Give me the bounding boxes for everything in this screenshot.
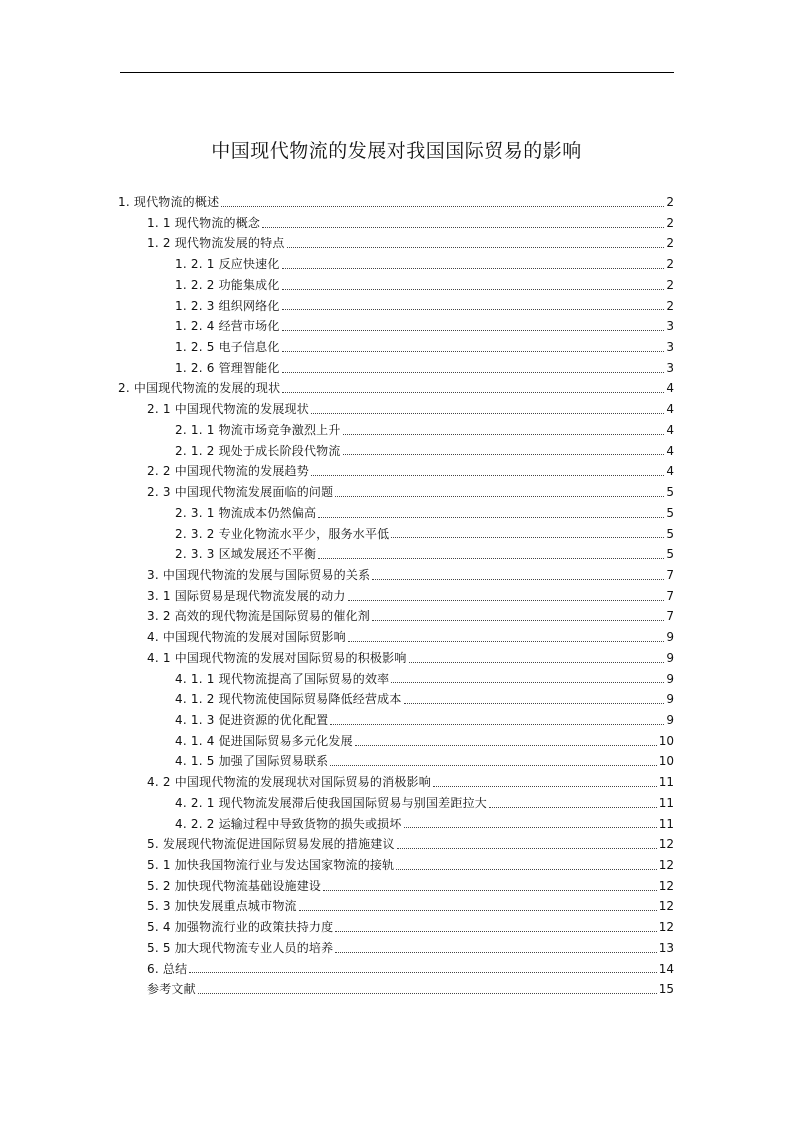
toc-dot-leader: [397, 848, 657, 849]
toc-dot-leader: [348, 641, 664, 642]
toc-dot-leader: [330, 765, 656, 766]
toc-dot-leader: [323, 890, 657, 891]
toc-page-number: 9: [666, 692, 674, 707]
toc-entry-label: 4. 1. 5 加强了国际贸易联系: [175, 754, 329, 769]
toc-dot-leader: [343, 454, 664, 455]
toc-entry-label: 2. 1 中国现代物流的发展现状: [147, 402, 309, 417]
toc-entry-label: 4. 中国现代物流的发展对国际贸影响: [147, 630, 346, 645]
toc-dot-leader: [318, 558, 664, 559]
toc-entry[interactable]: [118, 751, 674, 772]
toc-entry[interactable]: [118, 710, 674, 731]
toc-entry-label: 1. 2. 1 反应快速化: [175, 257, 280, 272]
toc-entry[interactable]: [118, 316, 674, 337]
toc-entry[interactable]: [118, 689, 674, 710]
toc-dot-leader: [282, 268, 664, 269]
toc-entry[interactable]: [118, 938, 674, 959]
document-title: 中国现代物流的发展对我国国际贸易的影响: [211, 140, 582, 162]
toc-dot-leader: [262, 227, 664, 228]
toc-dot-leader: [330, 724, 664, 725]
toc-entry-label: 2. 3. 3 区域发展还不平衡: [175, 547, 317, 562]
toc-dot-leader: [433, 786, 657, 787]
toc-dot-leader: [348, 600, 664, 601]
toc-entry-label: 4. 2. 1 现代物流发展滞后使我国国际贸易与别国差距拉大: [175, 795, 487, 810]
toc-dot-leader: [335, 496, 664, 497]
toc-entry[interactable]: [118, 296, 674, 317]
toc-entry-label: 5. 2 加快现代物流基础设施建设: [147, 878, 322, 893]
toc-page-number: 5: [666, 505, 674, 520]
toc-page-number: 12: [658, 837, 674, 852]
toc-dot-leader: [404, 703, 664, 704]
toc-entry-label: 2. 2 中国现代物流的发展趋势: [147, 464, 309, 479]
toc-entry[interactable]: [118, 192, 674, 213]
toc-page-number: 7: [666, 567, 674, 582]
toc-dot-leader: [318, 517, 664, 518]
toc-page-number: 4: [666, 443, 674, 458]
toc-entry[interactable]: [118, 254, 674, 275]
table-of-contents: [118, 192, 674, 1000]
toc-page-number: 2: [666, 298, 674, 313]
toc-dot-leader: [282, 289, 664, 290]
toc-entry[interactable]: [118, 378, 674, 399]
toc-page-number: 5: [666, 485, 674, 500]
toc-entry[interactable]: [118, 772, 674, 793]
toc-page-number: 11: [658, 795, 674, 810]
toc-entry-label: 3. 1 国际贸易是现代物流发展的动力: [147, 588, 346, 603]
toc-entry-label: 2. 3. 2 专业化物流水平少，服务水平低: [175, 526, 390, 541]
toc-page-number: 10: [658, 733, 674, 748]
toc-dot-leader: [189, 972, 656, 973]
toc-entry[interactable]: [118, 461, 674, 482]
toc-entry-label: 2. 1. 1 物流市场竞争激烈上升: [175, 422, 341, 437]
toc-entry[interactable]: [118, 979, 674, 1000]
toc-page-number: 3: [666, 340, 674, 355]
toc-page-number: 2: [666, 257, 674, 272]
toc-page-number: 9: [666, 650, 674, 665]
toc-entry[interactable]: [118, 503, 674, 524]
toc-dot-leader: [282, 330, 664, 331]
toc-entry[interactable]: [118, 959, 674, 980]
toc-entry-label: 4. 2. 2 运输过程中导致货物的损失或损坏: [175, 816, 402, 831]
toc-entry[interactable]: [118, 275, 674, 296]
toc-entry-label: 2. 3 中国现代物流发展面临的问题: [147, 485, 334, 500]
toc-entry-label: 1. 1 现代物流的概念: [147, 215, 261, 230]
toc-entry[interactable]: [118, 441, 674, 462]
toc-entry-label: 1. 2. 3 组织网络化: [175, 298, 280, 313]
toc-page-number: 7: [666, 588, 674, 603]
toc-page-number: 4: [666, 422, 674, 437]
toc-dot-leader: [282, 351, 664, 352]
toc-dot-leader: [391, 682, 664, 683]
toc-page-number: 2: [666, 236, 674, 251]
toc-dot-leader: [396, 869, 656, 870]
toc-entry-label: 5. 5 加大现代物流专业人员的培养: [147, 940, 334, 955]
toc-entry-label: 1. 2. 2 功能集成化: [175, 277, 280, 292]
toc-page-number: 9: [666, 671, 674, 686]
toc-entry[interactable]: [118, 834, 674, 855]
toc-page-number: 5: [666, 547, 674, 562]
toc-page-number: 12: [658, 920, 674, 935]
toc-entry[interactable]: [118, 420, 674, 441]
toc-page-number: 12: [658, 899, 674, 914]
toc-page-number: 13: [658, 940, 674, 955]
toc-entry[interactable]: [118, 627, 674, 648]
toc-page-number: 14: [658, 961, 674, 976]
toc-entry[interactable]: [118, 524, 674, 545]
toc-entry-label: 5. 3 加快发展重点城市物流: [147, 899, 297, 914]
toc-dot-leader: [282, 392, 664, 393]
toc-entry-label: 1. 2. 5 电子信息化: [175, 340, 280, 355]
toc-dot-leader: [355, 745, 657, 746]
toc-page-number: 12: [658, 858, 674, 872]
toc-entry-label: 参考文献: [147, 982, 196, 997]
toc-page-number: 4: [666, 381, 674, 396]
toc-entry[interactable]: [118, 876, 674, 897]
toc-dot-leader: [489, 807, 657, 808]
toc-dot-leader: [343, 434, 664, 435]
toc-dot-leader: [282, 372, 664, 373]
toc-dot-leader: [372, 579, 664, 580]
toc-page-number: 2: [666, 195, 674, 209]
toc-entry[interactable]: [118, 793, 674, 814]
toc-page-number: 5: [666, 526, 674, 541]
toc-page-number: 11: [658, 775, 674, 790]
toc-entry[interactable]: [118, 896, 674, 917]
toc-page-number: 3: [666, 319, 674, 334]
toc-dot-leader: [404, 827, 657, 828]
toc-entry-label: 3. 中国现代物流的发展与国际贸易的关系: [147, 567, 371, 582]
toc-dot-leader: [287, 247, 664, 248]
toc-entry-label: 5. 4 加强物流行业的政策扶持力度: [147, 920, 334, 935]
toc-entry[interactable]: [118, 586, 674, 607]
toc-page-number: 15: [658, 982, 674, 997]
toc-dot-leader: [335, 931, 656, 932]
toc-entry-label: 4. 1 中国现代物流的发展对国际贸易的积极影响: [147, 650, 407, 665]
toc-entry-label: 4. 1. 2 现代物流使国际贸易降低经营成本: [175, 692, 402, 707]
toc-entry-label: 1. 2 现代物流发展的特点: [147, 236, 285, 251]
toc-entry[interactable]: [118, 213, 674, 234]
toc-entry[interactable]: [118, 358, 674, 379]
toc-entry[interactable]: [118, 482, 674, 503]
toc-entry-label: 1. 现代物流的概述: [118, 195, 220, 209]
toc-page-number: 10: [658, 754, 674, 769]
toc-entry-label: 4. 1. 3 促进资源的优化配置: [175, 712, 329, 727]
toc-entry[interactable]: [118, 233, 674, 254]
toc-entry[interactable]: [118, 814, 674, 835]
toc-entry[interactable]: [118, 544, 674, 565]
toc-dot-leader: [198, 993, 657, 994]
toc-page-number: 11: [658, 816, 674, 831]
toc-entry-label: 5. 1 加快我国物流行业与发达国家物流的接轨: [147, 858, 395, 872]
toc-dot-leader: [335, 952, 656, 953]
toc-entry-label: 3. 2 高效的现代物流是国际贸易的催化剂: [147, 609, 370, 624]
toc-entry[interactable]: [118, 337, 674, 358]
toc-entry[interactable]: [118, 565, 674, 586]
toc-entry[interactable]: [118, 648, 674, 669]
toc-dot-leader: [311, 413, 664, 414]
toc-entry-label: 1. 2. 4 经营市场化: [175, 319, 280, 334]
toc-page-number: 4: [666, 464, 674, 479]
toc-entry-label: 1. 2. 6 管理智能化: [175, 360, 280, 375]
toc-dot-leader: [221, 206, 664, 207]
toc-page-number: 12: [658, 878, 674, 893]
toc-entry-label: 4. 2 中国现代物流的发展现状对国际贸易的消极影响: [147, 775, 431, 790]
header-rule: [120, 72, 674, 73]
toc-page-number: 2: [666, 215, 674, 230]
toc-dot-leader: [299, 910, 657, 911]
toc-dot-leader: [372, 620, 664, 621]
toc-page-number: 2: [666, 277, 674, 292]
toc-page-number: 9: [666, 712, 674, 727]
toc-entry-label: 2. 中国现代物流的发展的现状: [118, 381, 281, 396]
toc-entry[interactable]: [118, 731, 674, 752]
toc-entry-label: 2. 3. 1 物流成本仍然偏高: [175, 505, 317, 520]
toc-page-number: 9: [666, 630, 674, 645]
toc-entry-label: 2. 1. 2 现处于成长阶段代物流: [175, 443, 341, 458]
toc-entry[interactable]: [118, 855, 674, 876]
toc-entry-label: 4. 1. 4 促进国际贸易多元化发展: [175, 733, 353, 748]
toc-entry-label: 6. 总结: [147, 961, 188, 976]
toc-entry[interactable]: [118, 606, 674, 627]
toc-page-number: 3: [666, 360, 674, 375]
toc-entry-label: 4. 1. 1 现代物流提高了国际贸易的效率: [175, 671, 390, 686]
toc-page-number: 7: [666, 609, 674, 624]
toc-dot-leader: [409, 662, 664, 663]
toc-dot-leader: [311, 475, 664, 476]
toc-entry[interactable]: [118, 917, 674, 938]
toc-entry[interactable]: [118, 399, 674, 420]
toc-page-number: 4: [666, 402, 674, 417]
toc-entry-label: 5. 发展现代物流促进国际贸易发展的措施建议: [147, 837, 395, 852]
toc-dot-leader: [282, 309, 664, 310]
toc-dot-leader: [391, 537, 664, 538]
toc-entry[interactable]: [118, 669, 674, 690]
